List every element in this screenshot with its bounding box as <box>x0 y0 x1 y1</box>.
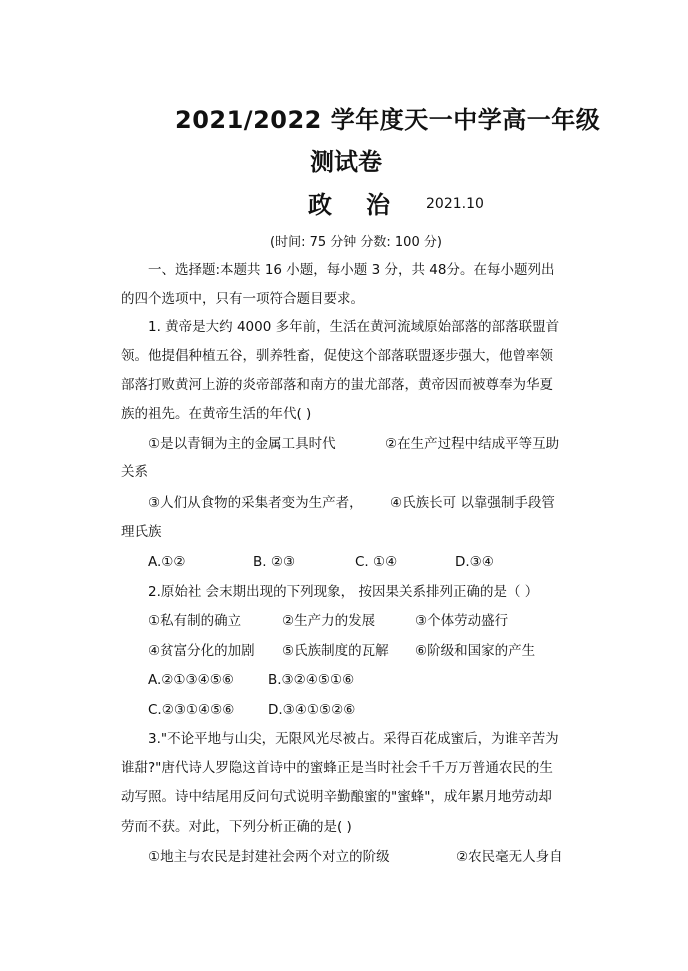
q2-choice-c: C.②③①④⑤⑥ <box>148 702 235 718</box>
q3-stem-line1: 3."不论平地与山尖，无限风光尽被占。采得百花成蜜后，为谁辛苦为 <box>148 731 559 747</box>
q3-stem-line4: 劳而不获。对此，下列分析正确的是( ) <box>121 819 352 835</box>
q1-option-3: ③人们从食物的采集者变为生产者， <box>148 495 363 511</box>
exam-title-sub: 测试卷 <box>310 148 382 176</box>
q1-choice-c: C. ①④ <box>355 554 398 570</box>
q2-item-4: ④贫富分化的加剧 <box>148 643 255 659</box>
section-intro-line1: 一、选择题:本题共 16 小题，每小题 3 分，共 48分。在每小题列出 <box>148 262 555 278</box>
q2-choice-a: A.②①③④⑤⑥ <box>148 672 234 688</box>
q2-choice-b: B.③②④⑤①⑥ <box>268 672 355 688</box>
q2-stem: 2.原始社 会末期出现的下列现象， 按因果关系排列正确的是（ ） <box>148 584 539 600</box>
section-intro-line2: 的四个选项中，只有一项符合题目要求。 <box>121 291 364 307</box>
q1-option-4-cont: 理氏族 <box>121 524 162 540</box>
q1-stem-line1: 1. 黄帝是大约 4000 多年前，生活在黄河流域原始部落的部落联盟首 <box>148 319 560 335</box>
subject-char-1: 政 <box>308 191 332 219</box>
q1-stem-line4: 族的祖先。在黄帝生活的年代( ) <box>121 406 312 422</box>
q1-choice-b: B. ②③ <box>253 554 296 570</box>
q2-item-6: ⑥阶级和国家的产生 <box>415 643 536 659</box>
q2-item-3: ③个体劳动盛行 <box>415 613 509 629</box>
subject-char-2: 治 <box>366 191 390 219</box>
q1-option-1: ①是以青铜为主的金属工具时代 <box>148 436 336 452</box>
q1-choice-a: A.①② <box>148 554 186 570</box>
q2-item-1: ①私有制的确立 <box>148 613 242 629</box>
q1-option-4: ④氏族长可 以靠强制手段管 <box>390 495 555 511</box>
q3-stem-line2: 谁甜?"唐代诗人罗隐这首诗中的蜜蜂正是当时社会千千万万普通农民的生 <box>121 760 553 776</box>
exam-title: 2021/2022 学年度天一中学高一年级 <box>175 106 601 134</box>
q3-option-2: ②农民毫无人身自 <box>456 849 563 865</box>
time-score-info: (时间: 75 分钟 分数: 100 分) <box>270 235 442 250</box>
q3-stem-line3: 动写照。诗中结尾用反问句式说明辛勤酿蜜的"蜜蜂"，成年累月地劳动却 <box>121 789 552 805</box>
q1-stem-line2: 领。他提倡种植五谷，驯养牲畜，促使这个部落联盟逐步强大，他曾率领 <box>121 348 553 364</box>
q2-choice-d: D.③④①⑤②⑥ <box>268 702 356 718</box>
q1-choice-d: D.③④ <box>455 554 494 570</box>
q2-item-2: ②生产力的发展 <box>282 613 376 629</box>
q1-stem-line3: 部落打败黄河上游的炎帝部落和南方的蚩尤部落，黄帝因而被尊奉为华夏 <box>121 377 553 393</box>
q2-item-5: ⑤氏族制度的瓦解 <box>282 643 389 659</box>
q3-option-1: ①地主与农民是封建社会两个对立的阶级 <box>148 849 390 865</box>
q1-option-2: ②在生产过程中结成平等互助 <box>385 436 560 452</box>
exam-date: 2021.10 <box>426 196 484 212</box>
subject-title <box>308 185 390 220</box>
q1-option-2-cont: 关系 <box>121 464 148 480</box>
